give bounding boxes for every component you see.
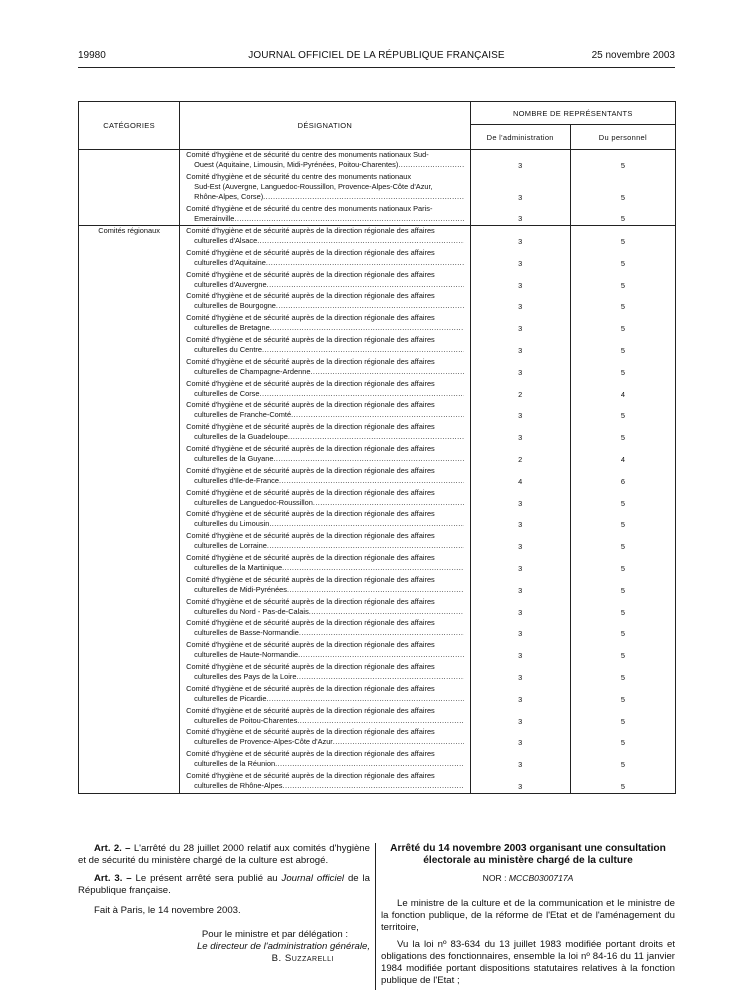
personnel-value: 5	[620, 433, 625, 443]
personnel-value: 6	[620, 476, 625, 486]
admin-count-cell	[470, 226, 570, 794]
designation-prefix: Comité d'hygiène et de sécurité auprès de la direction régionale des affaires	[186, 727, 435, 737]
personnel-value: 5	[620, 694, 625, 704]
admin-value-cell	[471, 509, 570, 531]
designation-prefix: Comité d'hygiène et de sécurité auprès de la direction régionale des affaires	[186, 269, 435, 279]
article-3	[78, 873, 370, 897]
leader-dots	[273, 454, 463, 464]
personnel-value-cell	[571, 771, 675, 793]
designation-entry	[180, 488, 469, 510]
personnel-value: 5	[620, 520, 625, 530]
personnel-value-cell	[571, 706, 675, 728]
admin-value: 3	[518, 520, 523, 530]
leader-dots	[310, 367, 463, 377]
personnel-value: 5	[620, 585, 625, 595]
admin-value: 3	[518, 585, 523, 595]
admin-value-cell	[471, 172, 570, 204]
leader-dots	[298, 650, 464, 660]
article-3-text-b: de la République française.	[78, 873, 370, 896]
designation-entry	[180, 662, 469, 684]
designation-tail: culturelles de Haute-Normandie.....	[186, 650, 463, 660]
article-2-text: L'arrêté du 28 juillet 2000 relatif aux comités d'hygiène et de sécurité du ministère chargé de la culture est abrogé.	[78, 843, 370, 866]
leader-dots	[309, 607, 464, 617]
designation-tail: culturelles de Lorraine.....	[186, 541, 463, 551]
table-row-regional	[79, 226, 676, 794]
designation-tail: culturelles de Bourgogne.....	[186, 301, 463, 311]
admin-value-cell	[471, 379, 570, 401]
personnel-value: 5	[620, 324, 625, 334]
admin-value: 3	[518, 280, 523, 290]
personnel-count-cell	[570, 150, 675, 226]
right-column	[381, 843, 675, 992]
personnel-count-cell	[570, 226, 675, 794]
designation-entry	[180, 335, 469, 357]
admin-value: 3	[518, 193, 523, 202]
leader-dots	[313, 498, 464, 508]
designation-prefix: Comité d'hygiène et de sécurité auprès de la direction régionale des affaires	[186, 378, 435, 388]
designation-entry	[180, 597, 469, 619]
leader-dots	[291, 410, 464, 420]
personnel-value-cell	[571, 727, 675, 749]
designation-entry	[180, 270, 469, 292]
designation-prefix: Comité d'hygiène et de sécurité auprès de la direction régionale des affaires	[186, 226, 435, 235]
leader-dots	[266, 694, 463, 704]
designation-prefix: Comité d'hygiène et de sécurité auprès de la direction régionale des affaires	[186, 531, 435, 541]
leader-dots	[297, 716, 463, 726]
designation-entry	[180, 204, 469, 225]
admin-value: 3	[518, 324, 523, 334]
nor-reference	[381, 872, 675, 884]
designation-prefix: Comité d'hygiène et de sécurité auprès de la direction régionale des affaires	[186, 487, 435, 497]
leader-dots	[282, 781, 463, 791]
header-categories: CATÉGORIES	[79, 102, 180, 150]
personnel-value: 5	[620, 237, 625, 246]
designation-entry	[180, 531, 469, 553]
designation-tail: culturelles des Pays de la Loire.....	[186, 672, 463, 682]
designation-prefix: Comité d'hygiène et de sécurité auprès de la direction régionale des affaires	[186, 400, 435, 410]
admin-value: 3	[518, 738, 523, 748]
header-admin: De l'administration	[470, 125, 570, 150]
designation-tail: culturelles de Corse.....	[186, 389, 463, 399]
designation-tail: culturelles d'Alsace.....	[186, 236, 463, 246]
admin-value: 3	[518, 781, 523, 791]
designation-tail: culturelles de la Martinique.....	[186, 563, 463, 573]
personnel-value-cell	[571, 662, 675, 684]
admin-value-cell	[471, 749, 570, 771]
leader-dots	[275, 759, 464, 769]
designation-entry	[180, 727, 469, 749]
personnel-value-cell	[571, 618, 675, 640]
designation-entry	[180, 400, 469, 422]
admin-value: 3	[518, 237, 523, 246]
admin-value: 3	[518, 367, 523, 377]
designation-prefix: Comité d'hygiène et de sécurité auprès de la direction régionale des affaires	[186, 443, 435, 453]
designation-entry	[180, 706, 469, 728]
personnel-value-cell	[571, 379, 675, 401]
article-2-label: Art. 2. –	[94, 843, 131, 854]
admin-value-cell	[471, 226, 570, 248]
leader-dots	[276, 301, 464, 311]
admin-value-cell	[471, 531, 570, 553]
designation-tail: culturelles de la Guadeloupe.....	[186, 432, 463, 442]
designation-tail: culturelles du Limousin.....	[186, 519, 463, 529]
designation-tail: culturelles de Rhône-Alpes.....	[186, 781, 463, 791]
personnel-value: 5	[620, 258, 625, 268]
leader-dots	[270, 323, 464, 333]
designation-tail: culturelles de la Réunion.....	[186, 759, 463, 769]
designation-tail: culturelles de Midi-Pyrénées.....	[186, 585, 463, 595]
personnel-value-cell	[571, 422, 675, 444]
designation-line: Emerainville.....	[186, 214, 463, 224]
designation-prefix: Comité d'hygiène et de sécurité auprès de la direction régionale des affaires	[186, 465, 435, 475]
personnel-value-cell	[571, 684, 675, 706]
admin-value: 3	[518, 161, 523, 170]
column-divider	[375, 843, 376, 990]
designation-prefix: Comité d'hygiène et de sécurité auprès de la direction régionale des affaires	[186, 596, 435, 606]
admin-value-cell	[471, 684, 570, 706]
leader-dots	[263, 192, 463, 202]
designation-line: Comité d'hygiène et de sécurité du centre des monuments nationaux Paris-	[186, 204, 433, 213]
personnel-value-cell	[571, 749, 675, 771]
personnel-value: 5	[620, 345, 625, 355]
personnel-value-cell	[571, 531, 675, 553]
personnel-value: 5	[620, 651, 625, 661]
designation-tail: culturelles d'Auvergne.....	[186, 280, 463, 290]
designation-prefix: Comité d'hygiène et de sécurité auprès de la direction régionale des affaires	[186, 683, 435, 693]
designation-entry	[180, 248, 469, 270]
paragraph-ministers: Le ministre de la culture et de la communication et le ministre de la fonction publique, de la réforme de l'Etat et de l'aménagement du territoire,	[381, 898, 675, 933]
personnel-value: 5	[620, 280, 625, 290]
personnel-value: 5	[620, 738, 625, 748]
header-rule	[78, 67, 675, 68]
admin-value-cell	[471, 553, 570, 575]
designation-entry	[180, 422, 469, 444]
admin-value-cell	[471, 313, 570, 335]
arrete-title: Arrêté du 14 novembre 2003 organisant une consultation électorale au ministère chargé de la culture	[390, 843, 666, 866]
personnel-value-cell	[571, 291, 675, 313]
personnel-value-cell	[571, 150, 675, 172]
personnel-value: 5	[620, 760, 625, 770]
admin-value-cell	[471, 662, 570, 684]
page-number: 19980	[78, 50, 106, 61]
leader-dots	[282, 563, 464, 573]
article-3-text-a: Le présent arrêté sera publié au	[131, 873, 282, 884]
designation-entry	[180, 575, 469, 597]
admin-value: 2	[518, 454, 523, 464]
admin-value-cell	[471, 335, 570, 357]
header-personnel: Du personnel	[570, 125, 675, 150]
personnel-value-cell	[571, 640, 675, 662]
admin-value: 3	[518, 498, 523, 508]
personnel-value: 5	[620, 607, 625, 617]
personnel-value: 5	[620, 672, 625, 682]
designation-entry	[180, 150, 469, 172]
personnel-value-cell	[571, 357, 675, 379]
admin-value-cell	[471, 150, 570, 172]
personnel-value: 5	[620, 563, 625, 573]
personnel-value: 5	[620, 411, 625, 421]
article-3-label: Art. 3. –	[94, 873, 132, 884]
page-header	[78, 50, 675, 64]
article-3-italic: Journal officiel	[281, 873, 345, 884]
admin-value: 4	[518, 476, 523, 486]
header-designation: DÉSIGNATION	[180, 102, 470, 150]
admin-value: 3	[518, 345, 523, 355]
designation-entry	[180, 226, 469, 248]
admin-value-cell	[471, 291, 570, 313]
personnel-value: 5	[620, 781, 625, 791]
admin-value: 3	[518, 433, 523, 443]
personnel-value-cell	[571, 575, 675, 597]
designation-line: Comité d'hygiène et de sécurité du centre des monuments nationaux Sud-	[186, 150, 429, 159]
admin-value-cell	[471, 357, 570, 379]
designation-line: Sud-Est (Auvergne, Languedoc-Roussillon, Provence-Alpes-Côte d'Azur,	[194, 182, 433, 191]
admin-value: 3	[518, 607, 523, 617]
admin-value: 3	[518, 258, 523, 268]
signature-role: Le directeur de l'administration générale,	[196, 941, 370, 952]
admin-value: 3	[518, 411, 523, 421]
admin-value-cell	[471, 204, 570, 225]
designation-prefix: Comité d'hygiène et de sécurité auprès de la direction régionale des affaires	[186, 661, 435, 671]
admin-value: 3	[518, 214, 523, 223]
admin-value-cell	[471, 597, 570, 619]
designation-prefix: Comité d'hygiène et de sécurité auprès de la direction régionale des affaires	[186, 422, 435, 432]
personnel-value: 5	[620, 716, 625, 726]
designation-tail: culturelles du Nord - Pas-de-Calais.....	[186, 607, 463, 617]
admin-value: 3	[518, 651, 523, 661]
designation-entry	[180, 379, 469, 401]
admin-value-cell	[471, 618, 570, 640]
representatives-table	[78, 101, 676, 794]
designation-tail: culturelles de Languedoc-Roussillon.....	[186, 498, 463, 508]
personnel-value-cell	[571, 313, 675, 335]
personnel-value-cell	[571, 248, 675, 270]
leader-dots	[259, 389, 463, 399]
designation-entry	[180, 466, 469, 488]
designation-tail: culturelles de Champagne-Ardenne.....	[186, 367, 463, 377]
table-row-national	[79, 150, 676, 226]
leader-dots	[262, 345, 464, 355]
admin-value: 3	[518, 672, 523, 682]
left-column	[78, 843, 370, 965]
personnel-value: 5	[620, 193, 625, 202]
designation-tail: culturelles de Basse-Normandie.....	[186, 628, 463, 638]
designation-prefix: Comité d'hygiène et de sécurité auprès de la direction régionale des affaires	[186, 334, 435, 344]
leader-dots	[257, 236, 463, 246]
category-cell-regional: Comités régionaux	[79, 226, 180, 794]
designation-cell	[180, 150, 470, 226]
admin-value-cell	[471, 270, 570, 292]
paragraph-vu-loi: Vu la loi nº 83-634 du 13 juillet 1983 modifiée portant droits et obligations des fonctionnaires, ensemble la loi nº 84-16 du 11 janvier 1984 modifiée portant dispositions statutaires relatives à la fonction publique de l'Etat ;	[381, 939, 675, 986]
designation-prefix: Comité d'hygiène et de sécurité auprès de la direction régionale des affaires	[186, 247, 435, 257]
leader-dots	[267, 280, 464, 290]
admin-value: 3	[518, 716, 523, 726]
designation-prefix: Comité d'hygiène et de sécurité auprès de la direction régionale des affaires	[186, 356, 435, 366]
personnel-value-cell	[571, 553, 675, 575]
admin-value: 3	[518, 694, 523, 704]
admin-value: 3	[518, 629, 523, 639]
designation-prefix: Comité d'hygiène et de sécurité auprès de la direction régionale des affaires	[186, 552, 435, 562]
personnel-value-cell	[571, 509, 675, 531]
designation-line: Ouest (Aquitaine, Limousin, Midi-Pyrénées, Poitou-Charentes).....	[186, 160, 463, 170]
designation-prefix: Comité d'hygiène et de sécurité auprès de la direction régionale des affaires	[186, 574, 435, 584]
leader-dots	[279, 476, 464, 486]
designation-prefix: Comité d'hygiène et de sécurité auprès de la direction régionale des affaires	[186, 749, 435, 759]
designation-entry	[180, 313, 469, 335]
leader-dots	[299, 628, 464, 638]
designation-prefix: Comité d'hygiène et de sécurité auprès de la direction régionale des affaires	[186, 640, 435, 650]
personnel-value: 5	[620, 629, 625, 639]
personnel-value: 4	[620, 454, 625, 464]
signature-name: B. Suzzarelli	[271, 953, 334, 964]
personnel-value-cell	[571, 488, 675, 510]
designation-tail: culturelles de la Guyane.....	[186, 454, 463, 464]
personnel-value-cell	[571, 466, 675, 488]
journal-title: JOURNAL OFFICIEL DE LA RÉPUBLIQUE FRANÇAISE	[248, 50, 505, 61]
leader-dots	[287, 585, 464, 595]
admin-value-cell	[471, 488, 570, 510]
personnel-value: 5	[620, 214, 625, 223]
admin-value: 3	[518, 542, 523, 552]
admin-count-cell	[470, 150, 570, 226]
fait-a-paris: Fait à Paris, le 14 novembre 2003.	[94, 905, 241, 916]
personnel-value-cell	[571, 444, 675, 466]
designation-tail: culturelles d'Ile-de-France.....	[186, 476, 463, 486]
leader-dots	[234, 214, 463, 224]
designation-prefix: Comité d'hygiène et de sécurité auprès de la direction régionale des affaires	[186, 509, 435, 519]
admin-value: 2	[518, 389, 523, 399]
designation-entry	[180, 357, 469, 379]
designation-tail: culturelles du Centre.....	[186, 345, 463, 355]
designation-prefix: Comité d'hygiène et de sécurité auprès de la direction régionale des affaires	[186, 291, 435, 301]
designation-tail: culturelles de Franche-Comté.....	[186, 410, 463, 420]
admin-value: 3	[518, 760, 523, 770]
leader-dots	[288, 432, 464, 442]
signature-pour: Pour le ministre et par délégation :	[201, 929, 348, 940]
admin-value-cell	[471, 422, 570, 444]
personnel-value-cell	[571, 226, 675, 248]
designation-line: Comité d'hygiène et de sécurité du centre des monuments nationaux	[186, 172, 412, 181]
personnel-value: 5	[620, 367, 625, 377]
nor-label: NOR :	[482, 873, 509, 883]
personnel-value-cell	[571, 400, 675, 422]
designation-entry	[180, 172, 469, 204]
designation-entry	[180, 771, 469, 793]
issue-date: 25 novembre 2003	[591, 50, 675, 61]
admin-value-cell	[471, 444, 570, 466]
designation-entry	[180, 444, 469, 466]
admin-value-cell	[471, 575, 570, 597]
personnel-value-cell	[571, 335, 675, 357]
admin-value-cell	[471, 466, 570, 488]
nor-code: MCCB0300717A	[508, 873, 574, 883]
leader-dots	[266, 258, 464, 268]
admin-value-cell	[471, 248, 570, 270]
designation-tail: culturelles de Poitou-Charentes.....	[186, 716, 463, 726]
article-2	[78, 843, 370, 867]
admin-value-cell	[471, 771, 570, 793]
leader-dots	[296, 672, 463, 682]
designation-tail: culturelles d'Aquitaine.....	[186, 258, 463, 268]
leader-dots	[267, 541, 464, 551]
designation-entry	[180, 553, 469, 575]
designation-prefix: Comité d'hygiène et de sécurité auprès de la direction régionale des affaires	[186, 618, 435, 628]
designation-entry	[180, 684, 469, 706]
designation-prefix: Comité d'hygiène et de sécurité auprès de la direction régionale des affaires	[186, 770, 435, 780]
admin-value: 3	[518, 302, 523, 312]
header-nombre: NOMBRE DE REPRÉSENTANTS	[470, 102, 675, 125]
designation-entry	[180, 640, 469, 662]
admin-value-cell	[471, 727, 570, 749]
personnel-value: 5	[620, 161, 625, 170]
designation-cell	[180, 226, 470, 794]
leader-dots	[269, 519, 463, 529]
designation-tail: culturelles de Provence-Alpes-Côte d'Azur.....	[186, 737, 463, 747]
designation-entry	[180, 749, 469, 771]
designation-line: Rhône-Alpes, Corse).....	[186, 192, 463, 202]
designation-entry	[180, 509, 469, 531]
admin-value: 3	[518, 563, 523, 573]
designation-prefix: Comité d'hygiène et de sécurité auprès de la direction régionale des affaires	[186, 313, 435, 323]
category-cell-empty	[79, 150, 180, 226]
designation-tail: culturelles de Bretagne.....	[186, 323, 463, 333]
designation-entry	[180, 291, 469, 313]
personnel-value-cell	[571, 204, 675, 225]
personnel-value-cell	[571, 172, 675, 204]
designation-entry	[180, 618, 469, 640]
admin-value-cell	[471, 706, 570, 728]
personnel-value-cell	[571, 270, 675, 292]
leader-dots	[333, 737, 464, 747]
personnel-value: 5	[620, 542, 625, 552]
designation-prefix: Comité d'hygiène et de sécurité auprès de la direction régionale des affaires	[186, 705, 435, 715]
admin-value-cell	[471, 400, 570, 422]
personnel-value-cell	[571, 597, 675, 619]
personnel-value: 5	[620, 498, 625, 508]
admin-value-cell	[471, 640, 570, 662]
designation-tail: culturelles de Picardie.....	[186, 694, 463, 704]
personnel-value: 5	[620, 302, 625, 312]
personnel-value: 4	[620, 389, 625, 399]
leader-dots	[398, 160, 463, 170]
